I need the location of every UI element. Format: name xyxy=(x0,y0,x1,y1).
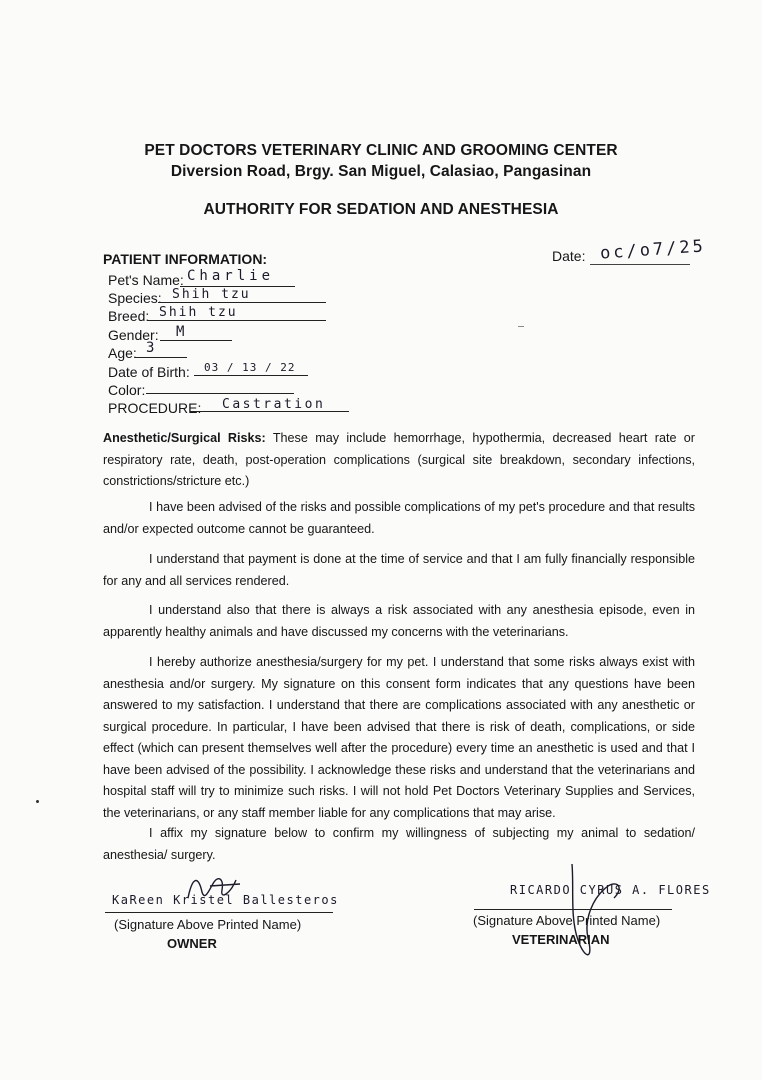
owner-signature-line xyxy=(105,912,333,913)
vet-printed-name: RICARDO CYRUS A. FLORES xyxy=(510,883,711,897)
form-title: AUTHORITY FOR SEDATION AND ANESTHESIA xyxy=(203,201,559,218)
risks-text: These may include hemorrhage, hypothermia, decreased heart rate or respiratory rate, death, post-operation complications (surgical site breakdown, secondary infections, constrictions/stricture etc.) xyxy=(103,431,696,488)
pet-name-label: Pet's Name: xyxy=(108,272,184,288)
clinic-name: PET DOCTORS VETERINARY CLINIC AND GROOMING CENTER xyxy=(144,142,618,159)
date-label: Date: xyxy=(552,248,586,264)
procedure-label: PROCEDURE: xyxy=(108,400,202,416)
risks-paragraph xyxy=(103,428,695,493)
owner-signature-caption: (Signature Above Printed Name) xyxy=(114,917,302,932)
consent-paragraph-4: I hereby authorize anesthesia/surgery for my pet. I understand that some risks always exist with anesthesia and/or surgery. My signature on this consent form indicates that any questions have been answered to my satisfaction. I understand that there are complications associated with any anesthetic or surgical procedure. In particular, I have been advised that there is risk of death, complications, or side effect (which can present themselves well after the procedure) every time an anesthetic is used and that I have been advised of the possibility. I acknowledge these risks and understand that the veterinarians and hospital staff will try to minimize such risks. I will not hold Pet Doctors Veterinary Supplies and Services, the veterinarians, or any staff member liable for any complications that may arise. xyxy=(103,655,695,820)
pet-name-value: Charlie xyxy=(187,268,275,284)
procedure-underline xyxy=(190,411,349,412)
vet-role: VETERINARIAN xyxy=(512,932,610,947)
vet-signature-caption: (Signature Above Printed Name) xyxy=(473,913,661,928)
consent-paragraph-2: I understand that payment is done at the time of service and that I am fully financially responsible for any and all services rendered. xyxy=(103,552,695,588)
date-value: oc/o7/25 xyxy=(599,236,707,264)
clinic-address: Diversion Road, Brgy. San Miguel, Calasiao, Pangasinan xyxy=(170,163,592,180)
consent-paragraph-3: I understand also that there is always a risk associated with any anesthesia episode, even in apparently healthy animals and have discussed my concerns with the veterinarians. xyxy=(103,603,695,639)
dob-label: Date of Birth: xyxy=(108,364,190,380)
vet-signature-line xyxy=(474,909,672,910)
consent-paragraph-5: I affix my signature below to confirm my willingness of subjecting my animal to sedation/ anesthesia/ surgery. xyxy=(103,826,695,862)
breed-underline xyxy=(148,320,326,321)
consent-paragraph-1: I have been advised of the risks and possible complications of my pet's procedure and that results and/or expected outcome cannot be guaranteed. xyxy=(103,500,695,536)
species-underline xyxy=(158,302,326,303)
breed-value: Shih tzu xyxy=(159,305,238,320)
dob-underline xyxy=(194,375,308,376)
date-underline xyxy=(590,264,690,265)
breed-label: Breed: xyxy=(108,308,150,324)
species-value: Shih tzu xyxy=(172,287,251,302)
patient-heading: PATIENT INFORMATION: xyxy=(103,251,268,267)
paper-mark xyxy=(518,326,524,327)
species-label: Species: xyxy=(108,290,162,306)
age-label: Age: xyxy=(108,345,137,361)
risks-label: Anesthetic/Surgical Risks: xyxy=(103,431,266,445)
color-label: Color: xyxy=(108,382,146,398)
owner-printed-name: KaReen Kristel Ballesteros xyxy=(112,893,339,907)
age-underline xyxy=(135,357,187,358)
procedure-value: Castration xyxy=(222,397,326,412)
gender-value: M xyxy=(176,324,187,340)
gender-underline xyxy=(160,340,232,341)
color-underline xyxy=(146,393,294,394)
owner-role: OWNER xyxy=(167,936,217,951)
paper-speck xyxy=(36,800,39,803)
dob-value: 03 / 13 / 22 xyxy=(204,361,296,374)
age-value: 3 xyxy=(146,340,157,356)
gender-label: Gender: xyxy=(108,327,159,343)
